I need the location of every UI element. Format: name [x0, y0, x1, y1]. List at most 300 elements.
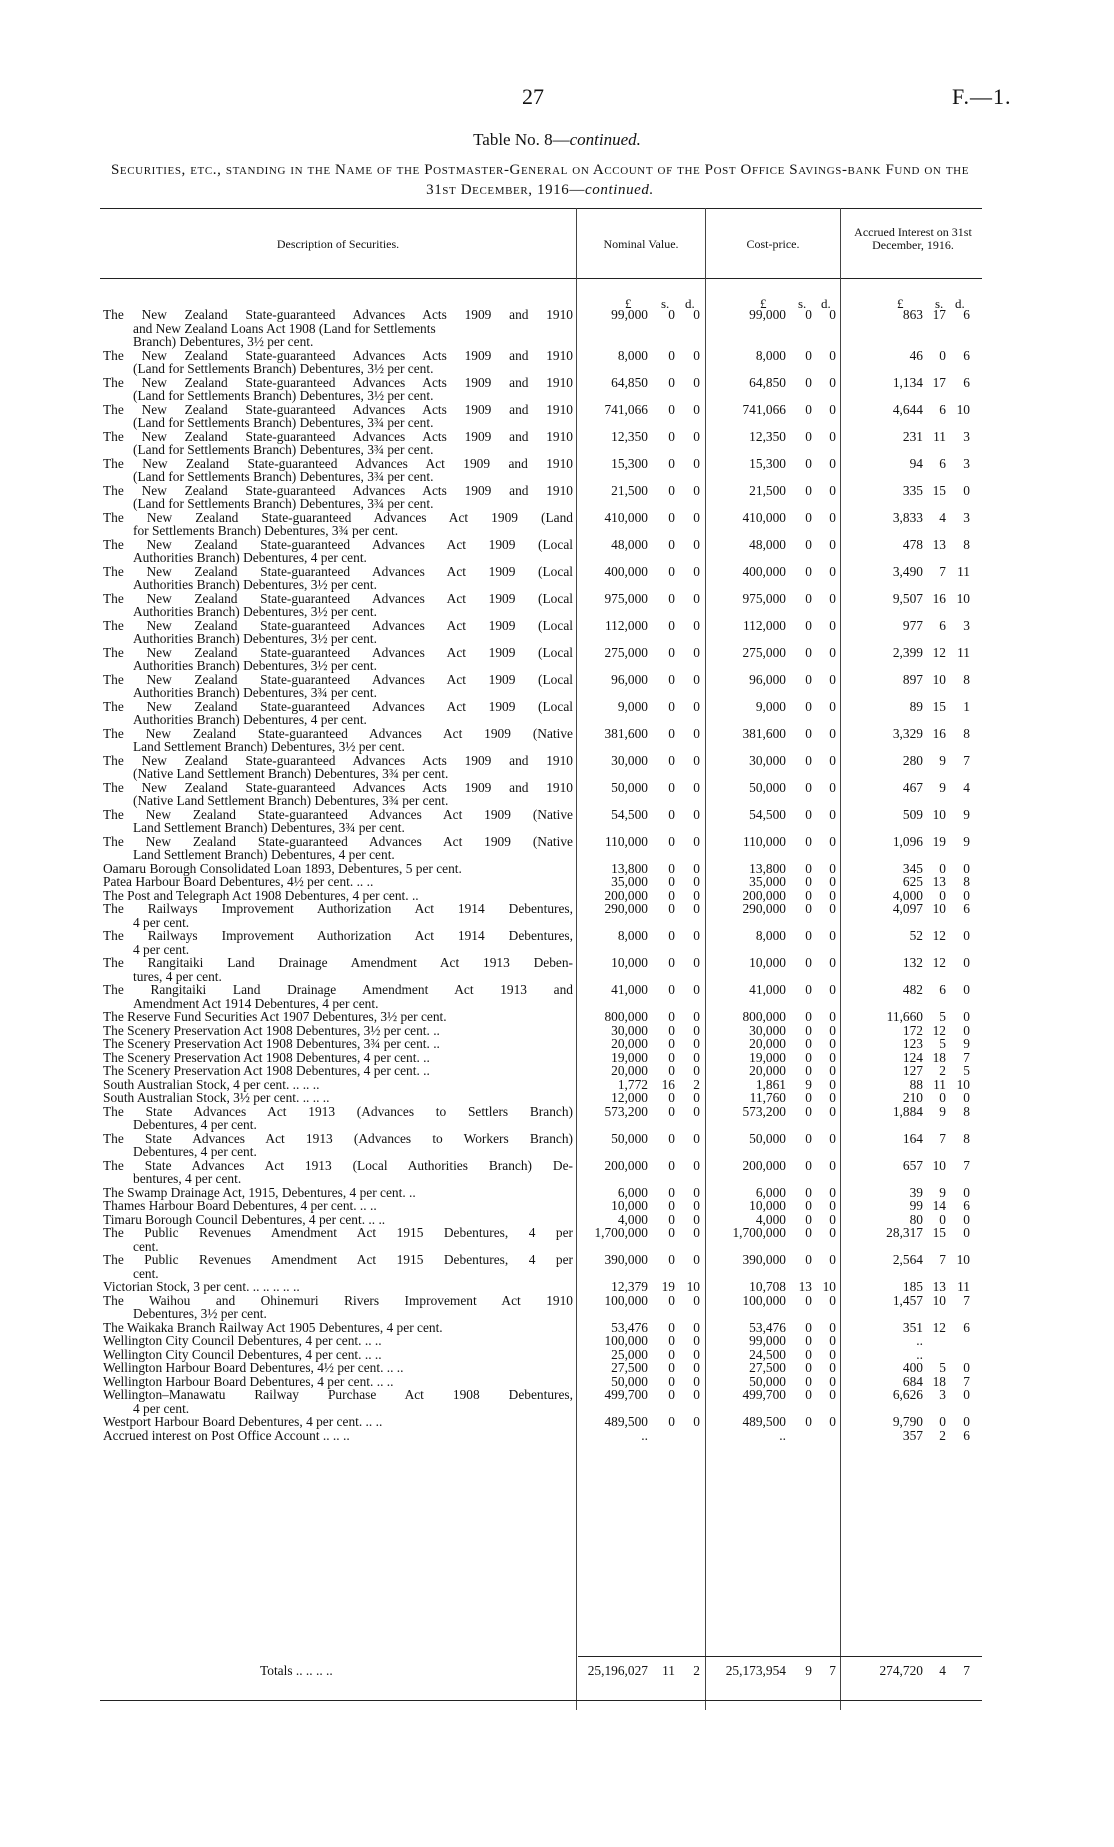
cost-pence: 0: [829, 928, 836, 943]
cost-shillings: 0: [805, 1063, 812, 1078]
nominal-pounds: 200,000: [604, 1157, 648, 1173]
accrued-pence: 0: [963, 1414, 970, 1429]
nominal-pence: 0: [693, 874, 700, 889]
accrued-pounds: 467: [902, 779, 923, 795]
nominal-shillings: 0: [668, 1252, 675, 1267]
accrued-shillings: 13: [932, 874, 946, 889]
accrued-shillings: 19: [932, 833, 946, 849]
nominal-pounds: 50,000: [611, 1373, 648, 1389]
accrued-pounds: 3,490: [892, 563, 923, 579]
accrued-shillings: 12: [932, 1022, 946, 1038]
nominal-pounds: 50,000: [611, 779, 648, 795]
cost-pounds: 400,000: [742, 563, 786, 579]
description-line: and New Zealand Loans Act 1908 (Land for Settlements: [133, 320, 436, 336]
accrued-shillings: 5: [939, 1360, 946, 1375]
nominal-shillings: 0: [668, 1414, 675, 1429]
nominal-pence: 0: [693, 725, 700, 741]
cost-pounds: 13,800: [749, 860, 786, 876]
description-line: The Waikaka Branch Railway Act 1905 Debentures, 4 per cent.: [103, 1319, 443, 1335]
nominal-pence: 0: [693, 1009, 700, 1024]
accrued-pounds: 172: [902, 1022, 923, 1038]
description-line: Debentures, 4 per cent.: [133, 1144, 257, 1159]
security-description: [103, 1429, 573, 1443]
nominal-pence: 0: [693, 455, 700, 471]
header-top-rule: [100, 208, 982, 209]
nominal-shillings: 0: [668, 401, 675, 417]
description-line: The Post and Telegraph Act 1908 Debentures, 4 per cent. ..: [103, 887, 419, 903]
description-line: Authorities Branch) Debentures, 3½ per cent.: [133, 604, 377, 619]
description-line: (Land for Settlements Branch) Debentures, 3¾ per cent.: [133, 469, 434, 484]
cost-shillings: 0: [805, 1022, 812, 1038]
cost-pounds: 573,200: [742, 1103, 786, 1119]
accrued-pounds: 3,329: [892, 725, 923, 741]
security-description: [103, 1253, 573, 1280]
accrued-pence: 6: [963, 374, 970, 390]
security-description: [103, 1226, 573, 1253]
column-header-cost: Cost-price.: [746, 237, 800, 251]
accrued-pounds: 124: [902, 1049, 923, 1065]
nominal-shillings: 0: [668, 482, 675, 498]
accrued-shillings: 0: [939, 1414, 946, 1429]
accrued-shillings: 5: [939, 1036, 946, 1051]
nominal-pence: 0: [693, 1090, 700, 1105]
cost-pence: 0: [829, 347, 836, 363]
cost-shillings: 0: [805, 563, 812, 579]
cost-pounds: 1,700,000: [732, 1225, 786, 1240]
accrued-shillings: 15: [932, 482, 946, 498]
accrued-pounds: 52: [909, 928, 923, 943]
description-line: The New Zealand State-guaranteed Advances Act 1909 (Local: [103, 536, 573, 552]
heading-continued: continued.: [584, 182, 654, 198]
accrued-shillings: 11: [933, 428, 946, 444]
nominal-pence: 0: [693, 536, 700, 552]
cost-shillings: 0: [805, 1414, 812, 1429]
accrued-shillings: 9: [939, 779, 946, 795]
cost-pence: 0: [829, 1063, 836, 1078]
security-description: [103, 430, 573, 457]
accrued-shillings: 9: [939, 1103, 946, 1119]
accrued-pence: 3: [963, 617, 970, 633]
cost-pounds: 200,000: [742, 1157, 786, 1173]
description-line: Timaru Borough Council Debentures, 4 per cent. .. ..: [103, 1211, 386, 1227]
security-description: [103, 1051, 573, 1065]
cost-pence: 0: [829, 1009, 836, 1024]
accrued-pounds: 977: [902, 617, 923, 633]
accrued-shillings: 2: [939, 1063, 946, 1078]
accrued-pence: 0: [963, 1009, 970, 1024]
cost-pounds: 50,000: [749, 1130, 786, 1146]
cost-pounds: 10,000: [749, 955, 786, 970]
accrued-pence: 6: [963, 1319, 970, 1335]
cost-pounds: 8,000: [755, 347, 786, 363]
nominal-shillings: 0: [668, 1009, 675, 1024]
cost-pence: 0: [829, 1414, 836, 1429]
description-line: The Rangitaiki Land Drainage Amendment Act 1913 and: [103, 982, 573, 997]
unit-nominal-pence: d.: [685, 296, 695, 311]
description-line: Wellington Harbour Board Debentures, 4½ per cent. .. ..: [103, 1360, 404, 1375]
totals-label: Totals .. .. .. ..: [260, 1663, 333, 1678]
nominal-pounds: 20,000: [611, 1063, 648, 1078]
cost-pounds: 99,000: [749, 1333, 786, 1348]
accrued-pence: 0: [963, 1387, 970, 1402]
nominal-shillings: 0: [668, 982, 675, 997]
nominal-pounds: 19,000: [611, 1049, 648, 1065]
description-line: (Native Land Settlement Branch) Debentures, 3¾ per cent.: [133, 766, 449, 781]
security-description: [103, 1186, 573, 1200]
cost-shillings: 0: [805, 887, 812, 903]
cost-pounds: 20,000: [749, 1063, 786, 1078]
cost-pounds: 100,000: [742, 1292, 786, 1308]
description-line: 4 per cent.: [133, 1400, 190, 1416]
cost-pence: 0: [829, 1360, 836, 1375]
description-line: The New Zealand State-guaranteed Advances Acts 1909 and 1910: [103, 482, 573, 498]
nominal-shillings: 0: [668, 509, 675, 525]
accrued-pence: 0: [963, 955, 970, 970]
unit-nominal-pounds: £: [625, 296, 632, 311]
accrued-pounds: 1,096: [892, 833, 923, 849]
cost-shillings: 0: [805, 1198, 812, 1213]
accrued-pence: 10: [956, 1076, 970, 1092]
cost-shillings: 0: [805, 1184, 812, 1200]
nominal-pounds: 50,000: [611, 1130, 648, 1146]
cost-pounds: 12,350: [749, 428, 786, 444]
description-line: Branch) Debentures, 3½ per cent.: [133, 334, 314, 349]
nominal-shillings: 0: [668, 752, 675, 768]
accrued-pounds: 9,507: [892, 590, 923, 606]
accrued-pounds: 863: [902, 307, 923, 322]
cost-pence: 0: [829, 482, 836, 498]
security-description: [103, 1321, 573, 1335]
description-line: The Scenery Preservation Act 1908 Debentures, 4 per cent. ..: [103, 1049, 430, 1065]
table-title: [0, 130, 1114, 150]
accrued-pence: 6: [963, 1427, 970, 1443]
cost-pence: 0: [829, 1036, 836, 1051]
accrued-shillings: 10: [932, 806, 946, 822]
nominal-pounds: 975,000: [604, 590, 648, 606]
nominal-shillings: 0: [668, 1090, 675, 1105]
cost-shillings: 0: [805, 901, 812, 916]
accrued-pounds: 400: [902, 1360, 923, 1375]
cost-pounds: 8,000: [755, 928, 786, 943]
nominal-shillings: 0: [668, 1184, 675, 1200]
column-header-description: Description of Securities.: [276, 237, 400, 251]
security-description: [103, 1348, 573, 1362]
accrued-shillings: 0: [939, 860, 946, 876]
totals-cost-shillings: 9: [805, 1663, 812, 1678]
nominal-shillings: 0: [668, 1049, 675, 1065]
nominal-shillings: 0: [668, 874, 675, 889]
accrued-pence: 0: [963, 1184, 970, 1200]
cost-shillings: 0: [805, 509, 812, 525]
cost-shillings: 0: [805, 428, 812, 444]
nominal-pounds: 12,379: [611, 1279, 648, 1294]
cost-pence: 0: [829, 752, 836, 768]
nominal-pounds: 27,500: [611, 1360, 648, 1375]
table-label: Table No. 8—: [473, 130, 570, 149]
accrued-shillings: 12: [932, 928, 946, 943]
security-description: [103, 862, 573, 876]
accrued-pence: 10: [956, 1252, 970, 1267]
description-line: The New Zealand State-guaranteed Advances Act 1909 (Native: [103, 806, 573, 822]
cost-pence: 0: [829, 1130, 836, 1146]
accrued-pence: 0: [963, 982, 970, 997]
description-line: The Scenery Preservation Act 1908 Debentures, 3¾ per cent. ..: [103, 1036, 440, 1051]
accrued-pence: 8: [963, 725, 970, 741]
header-bottom-rule: [100, 278, 982, 279]
description-line: South Australian Stock, 4 per cent. .. .. ..: [103, 1076, 320, 1092]
security-description: [103, 1105, 573, 1132]
column-divider-2: [705, 208, 706, 1710]
security-description: [103, 754, 573, 781]
accrued-pounds: 127: [902, 1063, 923, 1078]
accrued-shillings: 3: [939, 1387, 946, 1402]
accrued-pounds: 123: [902, 1036, 923, 1051]
nominal-pence: 0: [693, 347, 700, 363]
accrued-shillings: 0: [939, 347, 946, 363]
accrued-shillings: 12: [932, 1319, 946, 1335]
description-line: The New Zealand State-guaranteed Advances Acts 1909 and 1910: [103, 347, 573, 363]
accrued-pounds: 88: [909, 1076, 923, 1092]
nominal-shillings: 0: [668, 563, 675, 579]
nominal-pence: 0: [693, 698, 700, 714]
accrued-shillings: 6: [939, 982, 946, 997]
accrued-pounds: 2,564: [892, 1252, 923, 1267]
column-header-accrued: Accrued Interest on 31st December, 1916.: [854, 225, 972, 252]
nominal-pence: 0: [693, 1022, 700, 1038]
nominal-pence: 0: [693, 1373, 700, 1389]
cost-pounds: 99,000: [749, 307, 786, 322]
description-line: Authorities Branch) Debentures, 3½ per cent.: [133, 658, 377, 673]
cost-pence: 0: [829, 806, 836, 822]
nominal-pence: 0: [693, 307, 700, 322]
cost-pence: 0: [829, 455, 836, 471]
nominal-shillings: 0: [668, 955, 675, 970]
accrued-pounds: 132: [902, 955, 923, 970]
unit-cost-shillings: s.: [798, 296, 807, 311]
nominal-pounds: 99,000: [611, 307, 648, 322]
document-reference: F.—1.: [952, 84, 1012, 109]
nominal-pence: 0: [693, 887, 700, 903]
cost-pounds: 1,861: [755, 1076, 786, 1092]
nominal-pence: 0: [693, 482, 700, 498]
accrued-pounds: 210: [902, 1090, 923, 1105]
nominal-pence: 0: [693, 1387, 700, 1402]
nominal-shillings: 0: [668, 1333, 675, 1348]
cost-pounds: 6,000: [755, 1184, 786, 1200]
nominal-pounds: 410,000: [604, 509, 648, 525]
accrued-pounds: 94: [909, 455, 923, 471]
cost-pence: 0: [829, 1184, 836, 1200]
accrued-pounds: 89: [909, 698, 923, 714]
description-line: Accrued interest on Post Office Account .. .. ..: [103, 1427, 350, 1443]
accrued-pounds: ..: [916, 1346, 923, 1362]
cost-pence: 0: [829, 1157, 836, 1173]
totals-accrued-pence: 7: [963, 1663, 970, 1678]
security-description: [103, 1078, 573, 1092]
nominal-pounds: 499,700: [604, 1387, 648, 1402]
cost-pence: 0: [829, 860, 836, 876]
nominal-pounds: 381,600: [604, 725, 648, 741]
accrued-pounds: 185: [902, 1279, 923, 1294]
description-line: Land Settlement Branch) Debentures, 3½ per cent.: [133, 739, 405, 754]
accrued-pence: 0: [963, 1360, 970, 1375]
nominal-pounds: 390,000: [604, 1252, 648, 1267]
unit-accrued-shillings: s.: [935, 296, 944, 311]
description-line: The Public Revenues Amendment Act 1915 Debentures, 4 per: [103, 1252, 573, 1267]
accrued-pounds: 28,317: [886, 1225, 923, 1240]
nominal-pence: 0: [693, 1360, 700, 1375]
nominal-shillings: 0: [668, 428, 675, 444]
cost-pence: 10: [822, 1279, 836, 1294]
accrued-pounds: 46: [909, 347, 923, 363]
nominal-shillings: 0: [668, 536, 675, 552]
nominal-pence: 0: [693, 401, 700, 417]
nominal-pounds: 64,850: [611, 374, 648, 390]
nominal-pence: 10: [686, 1279, 700, 1294]
nominal-shillings: 0: [668, 901, 675, 916]
security-description: [103, 808, 573, 835]
description-line: The New Zealand State-guaranteed Advances Acts 1909 and 1910: [103, 401, 573, 417]
nominal-shillings: 0: [668, 928, 675, 943]
security-description: [103, 403, 573, 430]
accrued-pence: 6: [963, 1198, 970, 1213]
accrued-shillings: 7: [939, 1130, 946, 1146]
nominal-pence: 0: [693, 644, 700, 660]
accrued-pence: 5: [963, 1063, 970, 1078]
nominal-shillings: 0: [668, 1360, 675, 1375]
accrued-pounds: 2,399: [892, 644, 923, 660]
accrued-shillings: 9: [939, 752, 946, 768]
cost-pence: 0: [829, 671, 836, 687]
accrued-pence: 0: [963, 1090, 970, 1105]
totals-cost-pence: 7: [829, 1663, 836, 1678]
cost-pounds: 975,000: [742, 590, 786, 606]
cost-pence: 0: [829, 1292, 836, 1308]
description-line: The Railways Improvement Authorization Act 1914 Debentures,: [103, 901, 573, 916]
cost-pounds: 50,000: [749, 1373, 786, 1389]
accrued-shillings: 6: [939, 617, 946, 633]
description-line: Authorities Branch) Debentures, 4 per cent.: [133, 550, 367, 565]
nominal-pence: 0: [693, 860, 700, 876]
cost-pounds: 10,708: [749, 1279, 786, 1294]
cost-pence: 0: [829, 1076, 836, 1092]
nominal-pence: 0: [693, 779, 700, 795]
accrued-pounds: 509: [902, 806, 923, 822]
cost-pence: 0: [829, 1103, 836, 1119]
accrued-pounds: 9,790: [892, 1414, 923, 1429]
accrued-pounds: 482: [902, 982, 923, 997]
cost-shillings: 0: [805, 455, 812, 471]
accrued-pounds: 80: [909, 1211, 923, 1227]
description-line: Amendment Act 1914 Debentures, 4 per cent.: [133, 995, 379, 1011]
accrued-pounds: 280: [902, 752, 923, 768]
accrued-pence: 0: [963, 1022, 970, 1038]
security-description: [103, 1294, 573, 1321]
cost-pence: 0: [829, 874, 836, 889]
description-line: Westport Harbour Board Debentures, 4 per cent. .. ..: [103, 1414, 383, 1429]
totals-rule: [578, 1656, 982, 1657]
accrued-shillings: 2: [939, 1427, 946, 1443]
accrued-pence: 0: [963, 887, 970, 903]
nominal-pence: 0: [693, 1103, 700, 1119]
nominal-pounds: 100,000: [604, 1292, 648, 1308]
cost-pounds: 21,500: [749, 482, 786, 498]
accrued-pounds: 657: [902, 1157, 923, 1173]
description-line: for Settlements Branch) Debentures, 3¾ per cent.: [133, 523, 399, 538]
cost-pence: 0: [829, 428, 836, 444]
accrued-shillings: 15: [932, 698, 946, 714]
nominal-shillings: 16: [661, 1076, 675, 1092]
description-line: (Native Land Settlement Branch) Debentures, 3¾ per cent.: [133, 793, 449, 808]
description-line: The New Zealand State-guaranteed Advances Acts 1909 and 1910: [103, 307, 573, 322]
accrued-shillings: 10: [932, 901, 946, 916]
description-line: The Scenery Preservation Act 1908 Debentures, 3½ per cent. ..: [103, 1022, 440, 1038]
nominal-pounds: 35,000: [611, 874, 648, 889]
description-line: Thames Harbour Board Debentures, 4 per cent. .. ..: [103, 1198, 377, 1213]
cost-pounds: 53,476: [749, 1319, 786, 1335]
nominal-pence: 0: [693, 1063, 700, 1078]
cost-shillings: 0: [805, 1252, 812, 1267]
description-line: The State Advances Act 1913 (Advances to Settlers Branch): [103, 1103, 573, 1119]
nominal-shillings: 0: [668, 806, 675, 822]
nominal-pounds: 41,000: [611, 982, 648, 997]
security-description: [103, 565, 573, 592]
cost-pence: 0: [829, 590, 836, 606]
accrued-shillings: 13: [932, 1279, 946, 1294]
cost-shillings: 0: [805, 482, 812, 498]
accrued-pence: 8: [963, 1103, 970, 1119]
accrued-pence: 8: [963, 536, 970, 552]
cost-pence: 0: [829, 725, 836, 741]
cost-pence: 0: [829, 1319, 836, 1335]
cost-pounds: 30,000: [749, 1022, 786, 1038]
description-line: The New Zealand State-guaranteed Advances Act 1909 (Local: [103, 698, 573, 714]
security-description: [103, 902, 573, 929]
nominal-pounds: 200,000: [604, 887, 648, 903]
cost-shillings: 0: [805, 806, 812, 822]
cost-shillings: 0: [805, 590, 812, 606]
security-description: [103, 1375, 573, 1389]
accrued-shillings: 5: [939, 1009, 946, 1024]
cost-pounds: 489,500: [742, 1414, 786, 1429]
table-heading: [100, 160, 980, 200]
accrued-shillings: 12: [932, 644, 946, 660]
accrued-shillings: 9: [939, 1184, 946, 1200]
cost-shillings: 0: [805, 347, 812, 363]
security-description: [103, 983, 573, 1010]
nominal-shillings: 0: [668, 1373, 675, 1389]
totals-accrued-pounds: 274,720: [879, 1663, 923, 1678]
security-description: [103, 1064, 573, 1078]
nominal-shillings: 0: [668, 1130, 675, 1146]
accrued-pence: 11: [957, 563, 970, 579]
cost-pounds: 48,000: [749, 536, 786, 552]
cost-pounds: 9,000: [755, 698, 786, 714]
cost-pence: 0: [829, 307, 836, 322]
cost-pounds: 19,000: [749, 1049, 786, 1065]
description-line: Wellington City Council Debentures, 4 per cent. .. ..: [103, 1346, 382, 1362]
nominal-pence: 0: [693, 1414, 700, 1429]
totals-nominal-pounds: 25,196,027: [587, 1663, 648, 1678]
nominal-pounds: 10,000: [611, 1198, 648, 1213]
cost-pounds: 35,000: [749, 874, 786, 889]
description-line: bentures, 4 per cent.: [133, 1171, 242, 1186]
cost-shillings: 0: [805, 874, 812, 889]
nominal-pence: 0: [693, 1130, 700, 1146]
description-line: The Reserve Fund Securities Act 1907 Debentures, 3½ per cent.: [103, 1009, 447, 1024]
heading-text: Securities, etc., standing in the Name of the Postmaster-General on Account of the Post Office Savings-bank Fund on the 31st December, 1916—: [110, 162, 970, 198]
cost-pence: 0: [829, 401, 836, 417]
